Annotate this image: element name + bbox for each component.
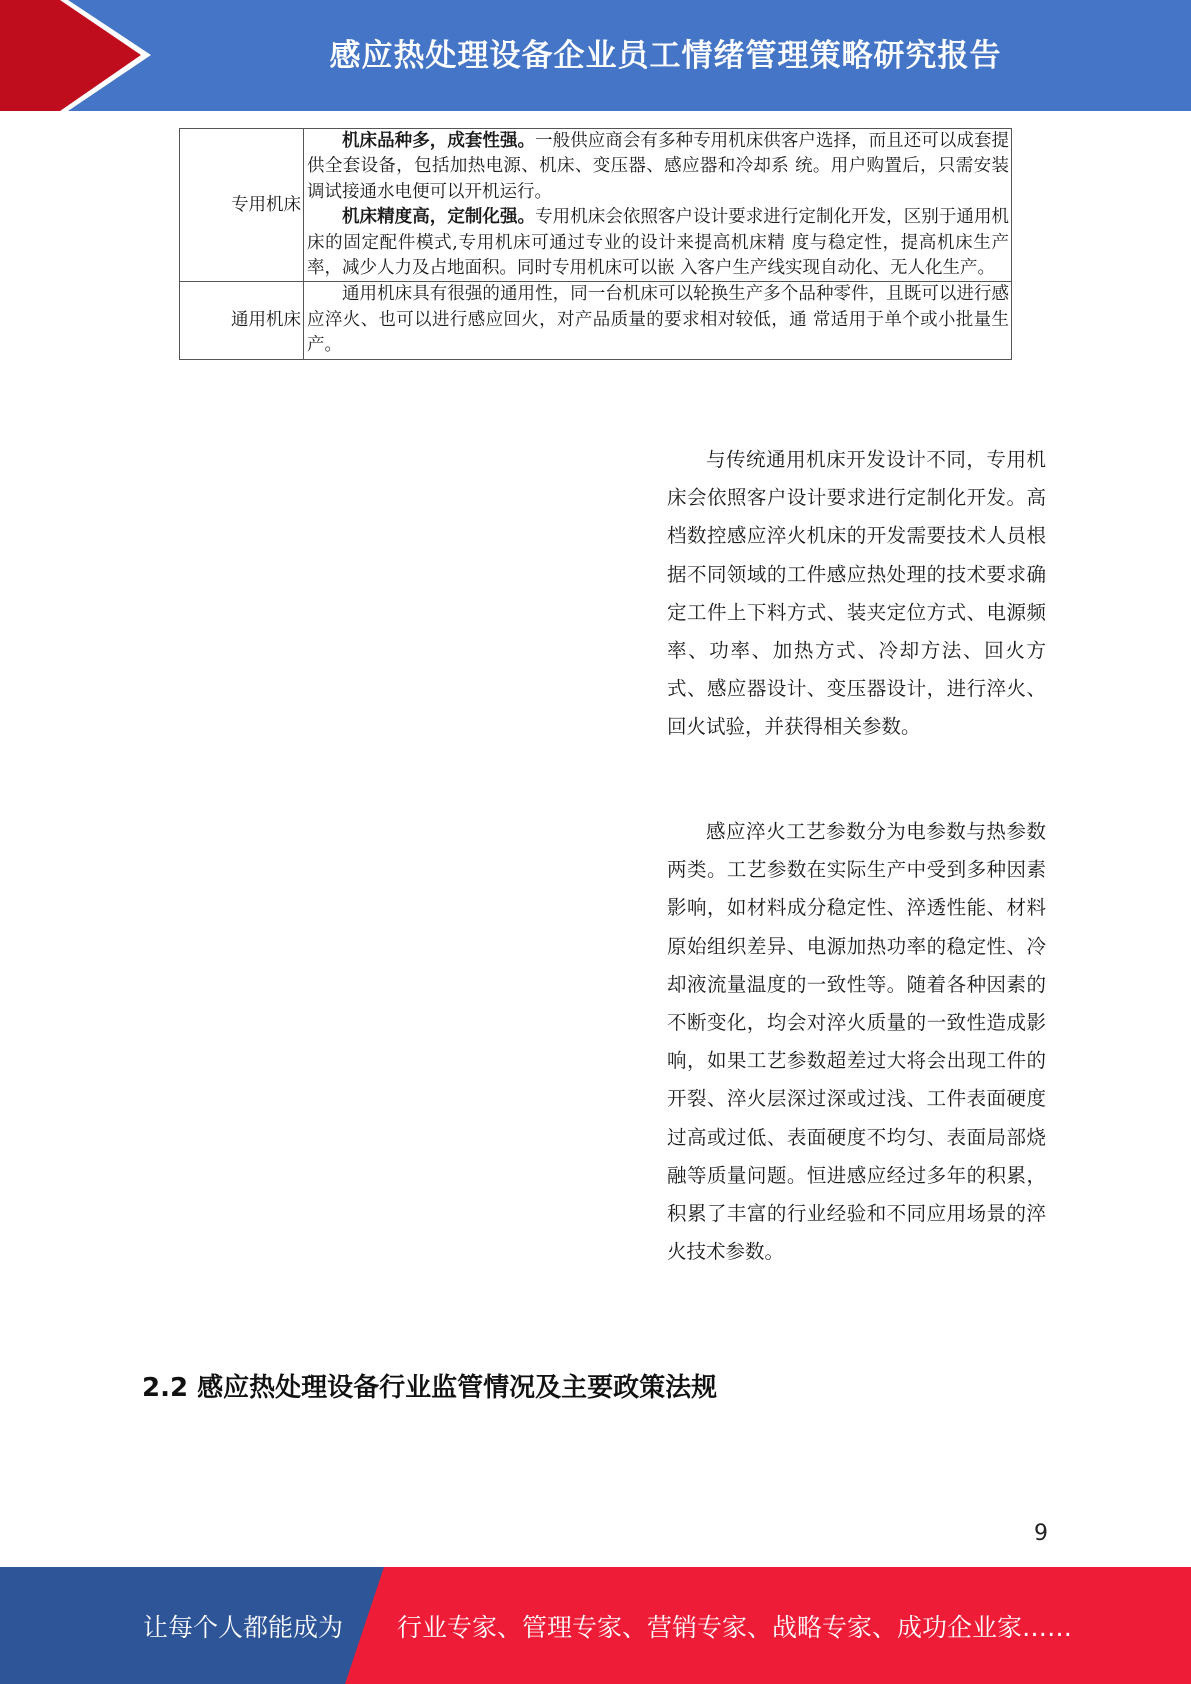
table-row: [180, 129, 1012, 282]
table-row: [180, 282, 1012, 359]
section-heading: 2.2 感应热处理设备行业监管情况及主要政策法规: [142, 1373, 718, 1403]
table-description-cell: [304, 129, 1012, 282]
table-paragraph: [307, 282, 1009, 358]
machine-tool-comparison-table: [179, 128, 1012, 360]
table-paragraph-bold: 机床品种多，成套性强。: [342, 131, 536, 151]
table-paragraph-text: 专用机床会依照客户设计要求进行定制化开发，区别于通用机床的固定配件模式,专用机床可通过专业的设计来提高机床精 度与稳定性，提高机床生产率，减少人力及占地面积。同时专用机床可以嵌 入客户生产线实现自动化、无人化生产。: [307, 207, 1009, 279]
page-footer: [0, 1567, 1191, 1684]
paragraph-text: 与传统通用机床开发设计不同，专用机床会依照客户设计要求进行定制化开发。高档数控感应淬火机床的开发需要技术人员根据不同领域的工件感应热处理的技术要求确定工件上下料方式、装夹定位方式、电源频率、功率、加热方式、冷却方法、回火方式、感应器设计、变压器设计，进行淬火、回火试验，并获得相关参数。: [667, 448, 1046, 739]
body-paragraph-1: [667, 441, 1046, 747]
page-number: 9: [1034, 1521, 1048, 1546]
report-title: 感应热处理设备企业员工情绪管理策略研究报告: [329, 38, 1002, 74]
table-paragraph-text: 一般供应商会有多种专用机床供客户选择，而且还可以成套提供全套设备，包括加热电源、机床、变压器、感应器和冷却系 统。用户购置后，只需安装调试接通水电便可以开机运行。: [307, 131, 1009, 202]
table-category-cell: 通用机床: [180, 282, 304, 359]
paragraph-text: 感应淬火工艺参数分为电参数与热参数两类。工艺参数在实际生产中受到多种因素影响，如材料成分稳定性、淬透性能、材料原始组织差异、电源加热功率的稳定性、冷却液流量温度的一致性等。随着各种因素的不断变化，均会对淬火质量的一致性造成影响，如果工艺参数超差过大将会出现工件的开裂、淬火层深过深或过浅、工件表面硬度过高或过低、表面硬度不均匀、表面局部烧融等质量问题。恒进感应经过多年的积累，积累了丰富的行业经验和不同应用场景的淬火技术参数。: [667, 820, 1046, 1264]
page-header: [0, 0, 1191, 111]
body-paragraph-2: [667, 813, 1046, 1271]
table-paragraph: [307, 129, 1009, 205]
footer-slogan-left: 让每个人都能成为: [143, 1612, 344, 1642]
table-paragraph: [307, 205, 1009, 281]
footer-slogan-right: 行业专家、管理专家、营销专家、战略专家、成功企业家……: [397, 1612, 1073, 1642]
table-paragraph-text: 通用机床具有很强的通用性，同一台机床可以轮换生产多个品种零件，且既可以进行感应淬火、也可以进行感应回火，对产品质量的要求相对较低，通 常适用于单个或小批量生产。: [307, 284, 1009, 356]
table-category-cell: 专用机床: [180, 129, 304, 282]
table-description-cell: [304, 282, 1012, 359]
table-paragraph-bold: 机床精度高，定制化强。: [342, 207, 536, 228]
